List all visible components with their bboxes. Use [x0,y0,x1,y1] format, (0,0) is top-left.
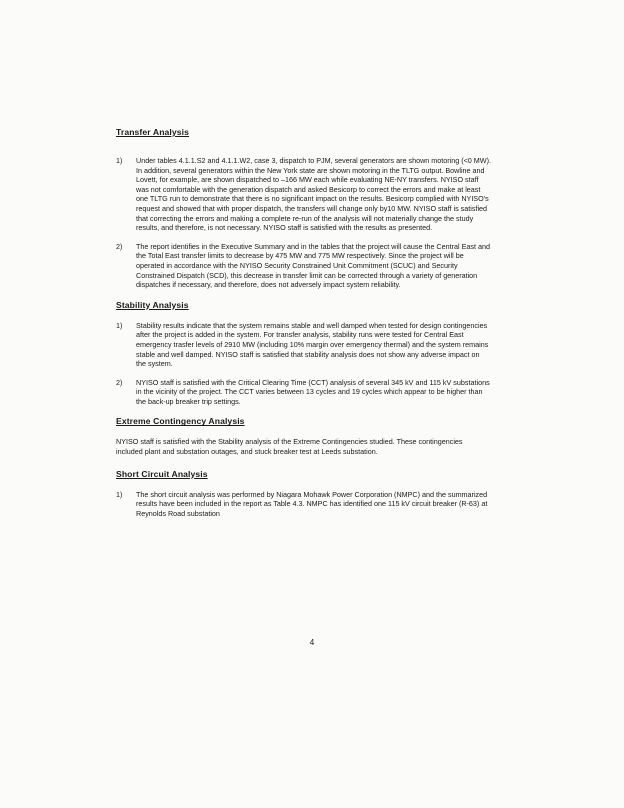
item-number: 2) [116,377,123,387]
list-item [116,242,491,290]
section-heading: Short Circuit Analysis [116,468,208,479]
item-text: NYISO staff is satisfied with the Critical Clearing Time (CCT) analysis of several 345 kV and 115 kV substations in the vicinity of the project. The CCT varies between 13 cycles and 19 cycles which appear to be higher than the back-up breaker trip settings. [136,377,490,406]
item-text: The short circuit analysis was performed by Niagara Mohawk Power Corporation (NMPC) and the summarized results have been included in the report as Table 4.3. NMPC has identified one 115 kV circuit breaker (R-63) at Reynolds Road substation [136,489,488,518]
item-number: 1) [116,156,123,165]
item-text: The report identifies in the Executive Summary and in the tables that the project will cause the Central East and the Total East transfer limits to decrease by 475 MW and 775 MW respectively. Since the project will be operated in accordance with the NYISO Security Constrained Unit Commitment (SCUC) and Security Constrained Dispatch (SCD), this decrease in transfer limit can be corrected through a variety of generation dispatches if necessary, and therefore, does not adversely impact system reliability. [136,241,490,290]
section-stability-analysis [116,300,491,407]
item-text: Under tables 4.1.1.S2 and 4.1.1.W2, case 3, dispatch to PJM, several generators are shown motoring (<0 MW). In addition, several generators within the New York state are shown motoring in the TLTG output. Bowline and Lovett, for example, are shown dispatched to –166 MW each while evaluating NE-NY transfers. NYISO staff was not comfortable with the generation dispatch and asked Besicorp to correct the errors and make at least one TLTG run to demonstrate that there is no significant impact on the results. Besicorp complied with NYISO's request and showed that with proper dispatch, the transfers will change only by10 MW. NYISO staff is satisfied that correcting the errors and making a complete re-run of the analysis will not materially change the study results, and therefore, is not necessary. NYISO staff is satisfied with the results as presented. [136,156,491,233]
document-body [116,127,491,528]
section-heading: Extreme Contingency Analysis [116,416,245,427]
item-number: 1) [116,320,123,330]
section-heading: Transfer Analysis [116,127,190,137]
item-number: 1) [116,489,123,499]
list-item [116,321,491,369]
item-number: 2) [116,241,123,251]
page-number: 4 [309,638,315,647]
section-transfer-analysis [116,127,491,290]
section-paragraph: NYISO staff is satisfied with the Stability analysis of the Extreme Contingencies studied. These contingencies included plant and substation outages, and stuck breaker test at Leeds substation. [116,437,463,457]
list-item [116,378,491,407]
list-item [116,156,491,233]
item-text: Stability results indicate that the system remains stable and well damped when tested for design contingencies after the project is added in the system. For transfer analysis, stability runs were tested for Central East emergency trasfer levels of 2910 MW (including 10% margin over emergency thermal) and the system remains stable and well damped. NYISO staff is satisfied that stability analysis does not show any adverse impact on the system. [136,320,489,369]
section-heading: Stability Analysis [116,299,189,310]
section-extreme-contingency-analysis [116,416,491,456]
list-item [116,490,491,519]
section-short-circuit-analysis [116,469,491,519]
